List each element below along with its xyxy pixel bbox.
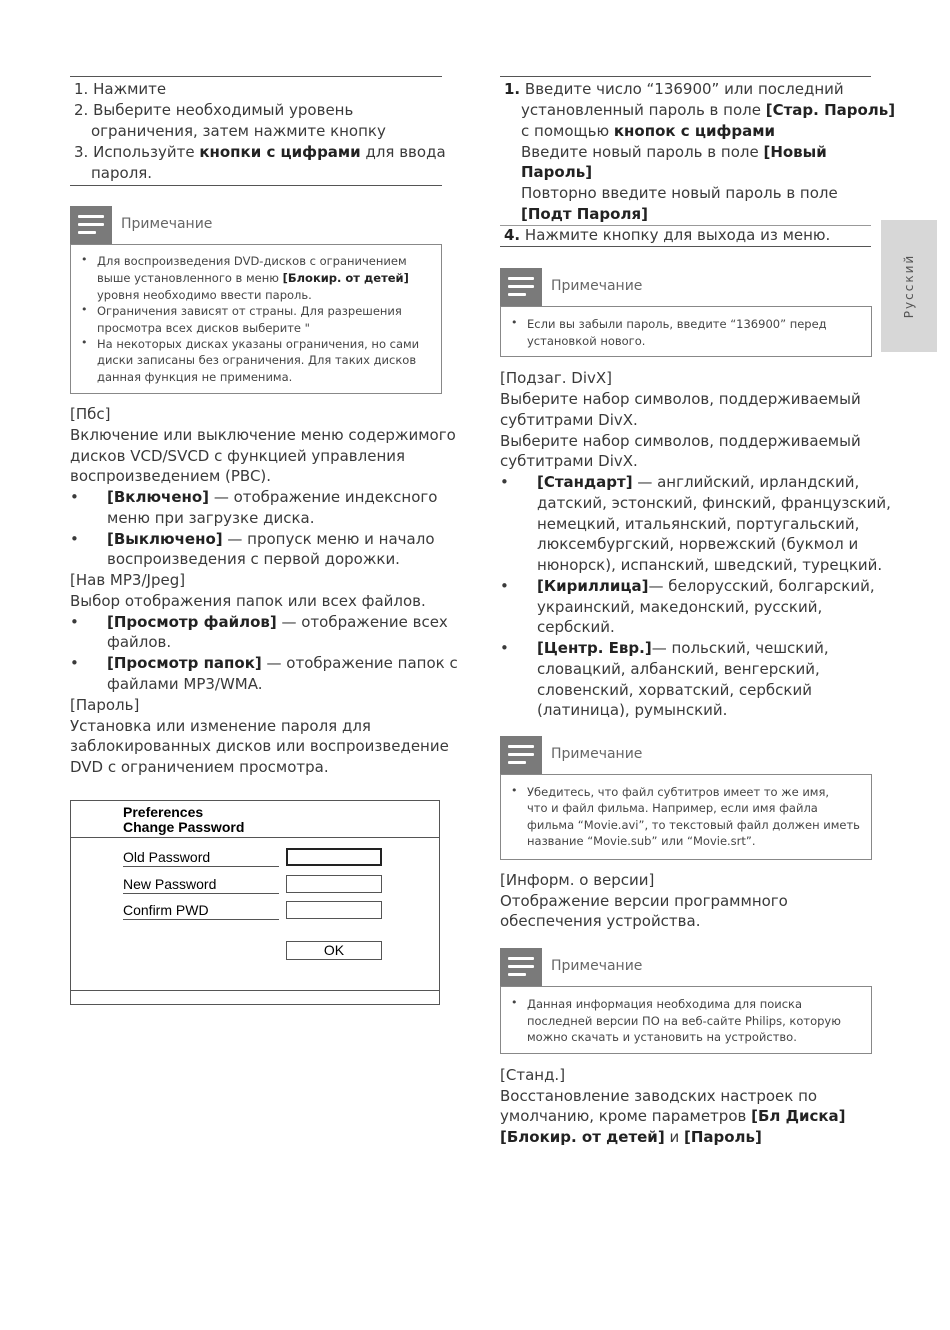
divx-heading: [Подзаг. DivX] [500, 369, 612, 387]
divx-item-cont: украинский, македонский, русский, [537, 598, 823, 616]
r-step-3: Повторно введите новый пароль в поле [521, 184, 838, 202]
note-title: Примечание [551, 278, 643, 294]
divx-item-central-eu: [Центр. Евр.]— польский, чешский, [537, 639, 829, 657]
divx-desc: Выберите набор символов, поддерживаемый [500, 432, 861, 450]
divx-item-cont: люксембургский, норвежский (букмол и [537, 535, 859, 553]
r-step-1-cont: установленный пароль в поле [Стар. Пароль] [521, 101, 896, 119]
dialog-footer-separator [71, 990, 439, 991]
steps-bottom-rule [70, 185, 442, 186]
rule [500, 246, 871, 247]
r-step-4: 4. Нажмите кнопку для выхода из меню. [504, 226, 831, 244]
r-step-3-cont: [Подт Пароля] [521, 205, 648, 223]
note-title: Примечание [551, 958, 643, 974]
note-line: Ограничения зависят от страны. Для разрешения [97, 304, 402, 318]
note-title: Примечание [121, 216, 213, 232]
divx-item-standard: [Стандарт] — английский, ирландский, [537, 473, 860, 491]
note-line: уровня необходимо ввести пароль. [97, 288, 312, 302]
divx-item-cont: словацкий, албанский, венгерский, [537, 660, 820, 678]
language-tab [881, 220, 937, 352]
step-3-cont: пароля. [91, 164, 153, 182]
mp3-item-files-cont: файлов. [107, 633, 172, 651]
step-2: 2. Выберите необходимый уровень [74, 101, 354, 119]
note-line: что и файл фильма. Например, если имя файла [527, 801, 818, 815]
r-step-1-cont: с помощью кнопок с цифрами [521, 122, 776, 140]
password-desc: заблокированных дисков или воспроизведение [70, 737, 449, 755]
password-desc: DVD с ограничением просмотра. [70, 758, 329, 776]
note-line: выше установленного в меню [Блокир. от детей] [97, 271, 409, 285]
new-password-field[interactable] [286, 875, 382, 893]
r-step-2-cont: Пароль] [521, 163, 593, 181]
ok-button[interactable]: OK [286, 941, 382, 960]
note-line: На некоторых дисках указаны ограничения, но сами [97, 337, 420, 351]
bullet: • [500, 473, 509, 491]
standard-desc: [Блокир. от детей] и [Пароль] [500, 1128, 762, 1146]
change-password-dialog [70, 800, 440, 1005]
note-line: просмотра всех дисков выберите " [97, 321, 310, 335]
standard-heading: [Станд.] [500, 1066, 566, 1084]
divx-item-cont: нюнорск), испанский, шведский, турецкий. [537, 556, 883, 574]
note-icon [500, 736, 542, 774]
divx-item-cont: датский, эстонский, финский, французский, [537, 494, 891, 512]
version-heading: [Информ. о версии] [500, 871, 655, 889]
mp3-item-folders-cont: файлами MP3/WMA. [107, 675, 263, 693]
divx-item-cont: немецкий, итальянский, португальский, [537, 515, 860, 533]
language-tab-label: Русский [902, 253, 916, 319]
dialog-title: Preferences Change Password [123, 804, 245, 835]
step-2-cont: ограничения, затем нажмите кнопку [91, 122, 386, 140]
bullet: • [500, 639, 509, 657]
pbc-desc: воспроизведением (PBC). [70, 467, 272, 485]
note-line: последней версии ПО на веб-сайте Philips, которую [527, 1014, 841, 1028]
pbc-heading: [Пбс] [70, 405, 111, 423]
note-line: Убедитесь, что файл субтитров имеет то же имя, [527, 785, 830, 799]
note-line: установкой нового. [527, 334, 646, 348]
pbc-item-off: [Выключено] — пропуск меню и начало [107, 530, 435, 548]
top-rule [70, 76, 442, 77]
note-line: название “Movie.sub” или “Movie.srt”. [527, 834, 756, 848]
divx-item-cyrillic: [Кириллица]— белорусский, болгарский, [537, 577, 875, 595]
pbc-item-on: [Включено] — отображение индексного [107, 488, 438, 506]
note-line: Для воспроизведения DVD-дисков с ограничением [97, 254, 407, 268]
note-line: Данная информация необходима для поиска [527, 997, 803, 1011]
divx-desc: субтитрами DivX. [500, 411, 638, 429]
password-desc: Установка или изменение пароля для [70, 717, 371, 735]
bullet: • [70, 654, 79, 672]
pbc-desc: Включение или выключение меню содержимого [70, 426, 456, 444]
bullet: • [70, 488, 79, 506]
note-line: можно скачать и установить на устройство. [527, 1030, 797, 1044]
note-icon [70, 206, 112, 244]
note-box: • Убедитесь, что файл субтитров имеет то же имя, что и файл фильма. Например, если имя файла фильма “Movie.avi”, то текстовый файл должен иметь название “Movie.sub” или “Movie.srt”. [500, 774, 872, 860]
confirm-password-field[interactable] [286, 901, 382, 919]
new-password-label: New Password [123, 875, 279, 894]
old-password-label: Old Password [123, 848, 279, 867]
dialog-separator [71, 837, 439, 838]
note-icon [500, 948, 542, 986]
divx-item-cont: (латиница), румынский. [537, 701, 728, 719]
bullet: • [70, 613, 79, 631]
standard-desc: умолчанию, кроме параметров [Бл Диска] [500, 1107, 846, 1125]
note-title: Примечание [551, 746, 643, 762]
top-rule-right [500, 76, 871, 77]
note-box: • Для воспроизведения DVD-дисков с ограничением выше установленного в меню [Блокир. от детей] уровня необходимо ввести пароль. • Ограничения зависят от страны. Для разрешения просмотра всех дисков выберите " • На некоторых дисках указаны ограничения, но сами диски записаны без ограничения. Для таких дисков данная функция не применима. [70, 244, 442, 394]
divx-desc: Выберите набор символов, поддерживаемый [500, 390, 861, 408]
mp3-heading: [Нав MP3/Jpeg] [70, 571, 186, 589]
bullet: • [500, 577, 509, 595]
pbc-desc: дисков VCD/SVCD с функцией управления [70, 447, 406, 465]
divx-item-cont: словенский, хорватский, сербский [537, 681, 812, 699]
note-line: фильма “Movie.avi”, то текстовый файл должен иметь [527, 818, 860, 832]
note-line: данная функция не применима. [97, 370, 293, 384]
standard-desc: Восстановление заводских настроек по [500, 1087, 818, 1105]
old-password-field[interactable] [286, 848, 382, 866]
note-icon [500, 268, 542, 306]
version-desc: обеспечения устройства. [500, 912, 701, 930]
confirm-password-label: Confirm PWD [123, 901, 279, 920]
mp3-item-files: [Просмотр файлов] — отображение всех [107, 613, 448, 631]
note-line: Если вы забыли пароль, введите “136900” перед [527, 317, 827, 331]
step-3: 3. Используйте кнопки с цифрами для ввода [74, 143, 446, 161]
r-step-2: Введите новый пароль в поле [Новый [521, 143, 827, 161]
note-box: • Если вы забыли пароль, введите “136900” перед установкой нового. [500, 306, 872, 357]
password-heading: [Пароль] [70, 696, 140, 714]
mp3-item-folders: [Просмотр папок] — отображение папок с [107, 654, 458, 672]
note-box: • Данная информация необходима для поиска последней версии ПО на веб-сайте Philips, которую можно скачать и установить на устройство. [500, 986, 872, 1054]
bullet: • [70, 530, 79, 548]
r-step-1: 1. Введите число “136900” или последний [504, 80, 844, 98]
divx-item-cont: сербский. [537, 618, 615, 636]
mp3-desc: Выбор отображения папок или всех файлов. [70, 592, 426, 610]
pbc-item-off-cont: воспроизведения с первой дорожки. [107, 550, 400, 568]
divx-desc: субтитрами DivX. [500, 452, 638, 470]
version-desc: Отображение версии программного [500, 892, 788, 910]
step-1: 1. Нажмите [74, 80, 167, 98]
note-line: диски записаны без ограничения. Для таких дисков [97, 353, 417, 367]
pbc-item-on-cont: меню при загрузке диска. [107, 509, 315, 527]
